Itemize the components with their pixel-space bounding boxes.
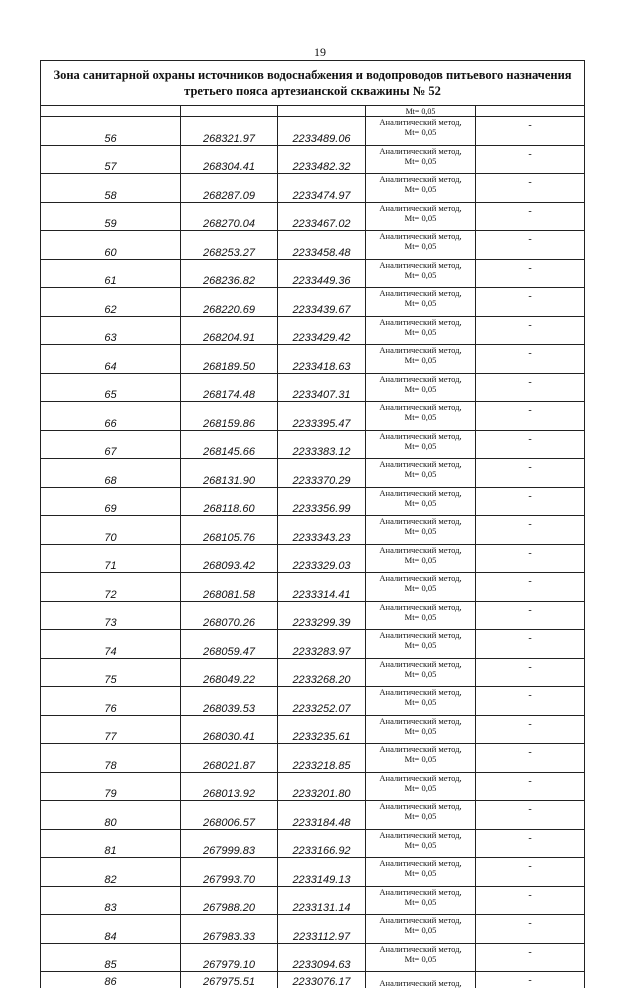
x-coordinate-cell: 268174.48	[181, 373, 278, 402]
dash-mark-cell: -	[476, 145, 585, 174]
method-accuracy: Mt= 0,05	[366, 526, 475, 536]
method-accuracy: Mt= 0,05	[366, 327, 475, 337]
method-accuracy: Mt= 0,05	[366, 384, 475, 394]
table-row	[41, 145, 585, 174]
dash-mark-cell: -	[476, 345, 585, 374]
table-row	[41, 573, 585, 602]
point-number-cell: 84	[41, 915, 181, 944]
method-accuracy: Mt= 0,05	[366, 355, 475, 365]
x-coordinate-cell: 268220.69	[181, 288, 278, 317]
method-name: Аналитический метод,	[379, 402, 461, 412]
point-number-cell: 58	[41, 174, 181, 203]
method-cell	[366, 145, 476, 174]
method-cell	[366, 915, 476, 944]
y-coordinate-cell: 2233383.12	[278, 430, 366, 459]
table-row	[41, 174, 585, 203]
point-number-cell: 69	[41, 487, 181, 516]
method-name: Аналитический метод,	[379, 944, 461, 954]
y-coordinate-cell: 2233235.61	[278, 715, 366, 744]
method-name: Аналитический метод,	[379, 345, 461, 355]
y-coordinate-cell: 2233449.36	[278, 259, 366, 288]
dash-mark-cell: -	[476, 544, 585, 573]
method-name: Аналитический метод,	[379, 231, 461, 241]
point-number-cell: 77	[41, 715, 181, 744]
method-cell	[366, 117, 476, 146]
table-row	[41, 117, 585, 146]
x-coordinate-cell: 268159.86	[181, 402, 278, 431]
method-accuracy: Mt= 0,05	[366, 811, 475, 821]
y-coordinate-cell: 2233343.23	[278, 516, 366, 545]
title-line-1: Зона санитарной охраны источников водоснабжения и водопроводов питьевого назначения	[53, 68, 571, 82]
method-name: Аналитический метод,	[379, 915, 461, 925]
method-cell	[366, 829, 476, 858]
point-number-cell: 76	[41, 687, 181, 716]
x-coordinate-cell: 268321.97	[181, 117, 278, 146]
table-row	[41, 744, 585, 773]
method-name: Аналитический метод,	[379, 630, 461, 640]
x-coordinate-cell: 268059.47	[181, 630, 278, 659]
method-accuracy: Mt= 0,05	[366, 897, 475, 907]
method-name: Аналитический метод,	[379, 602, 461, 612]
dash-mark-cell: -	[476, 231, 585, 260]
x-coordinate-cell: 268030.41	[181, 715, 278, 744]
table-row	[41, 915, 585, 944]
x-coordinate-cell: 268081.58	[181, 573, 278, 602]
y-coordinate-cell: 2233314.41	[278, 573, 366, 602]
method-accuracy: Mt= 0,05	[366, 640, 475, 650]
method-cell	[366, 715, 476, 744]
method-accuracy: Mt= 0,05	[366, 754, 475, 764]
table-row	[41, 886, 585, 915]
method-cell	[366, 687, 476, 716]
x-coordinate-cell: 268236.82	[181, 259, 278, 288]
table-row	[41, 202, 585, 231]
dash-mark-cell: -	[476, 373, 585, 402]
dash-mark-cell: -	[476, 316, 585, 345]
method-name: Аналитический метод,	[379, 288, 461, 298]
point-number-cell: 80	[41, 801, 181, 830]
x-coordinate-cell: 268189.50	[181, 345, 278, 374]
table-row	[41, 801, 585, 830]
table-row	[41, 231, 585, 260]
table-row	[41, 858, 585, 887]
method-accuracy: Mt= 0,05	[366, 127, 475, 137]
point-number-cell: 86	[41, 972, 181, 988]
method-accuracy: Mt= 0,05	[366, 498, 475, 508]
y-coordinate-cell: 2233252.07	[278, 687, 366, 716]
method-accuracy: Mt= 0,05	[366, 783, 475, 793]
x-coordinate-cell: 268093.42	[181, 544, 278, 573]
dash-mark-cell: -	[476, 658, 585, 687]
y-coordinate-cell: 2233268.20	[278, 658, 366, 687]
dash-mark-cell: -	[476, 829, 585, 858]
method-cell	[366, 402, 476, 431]
method-cell	[366, 544, 476, 573]
method-accuracy: Mt= 0,05	[366, 840, 475, 850]
table-row	[41, 459, 585, 488]
cont-mark-cell	[476, 106, 585, 117]
y-coordinate-cell: 2233329.03	[278, 544, 366, 573]
dash-mark-cell: -	[476, 886, 585, 915]
point-number-cell: 85	[41, 943, 181, 972]
table-row	[41, 715, 585, 744]
table-row	[41, 345, 585, 374]
method-cell	[366, 601, 476, 630]
point-number-cell: 59	[41, 202, 181, 231]
point-number-cell: 72	[41, 573, 181, 602]
point-number-cell: 67	[41, 430, 181, 459]
dash-mark-cell: -	[476, 459, 585, 488]
method-accuracy: Mt= 0,05	[366, 469, 475, 479]
dash-mark-cell: -	[476, 516, 585, 545]
table-row	[41, 972, 585, 988]
method-cell	[366, 316, 476, 345]
method-cell	[366, 231, 476, 260]
y-coordinate-cell: 2233395.47	[278, 402, 366, 431]
x-coordinate-cell: 268204.91	[181, 316, 278, 345]
x-coordinate-cell: 268039.53	[181, 687, 278, 716]
point-number-cell: 83	[41, 886, 181, 915]
table-row	[41, 430, 585, 459]
table-row	[41, 402, 585, 431]
table-row	[41, 630, 585, 659]
method-cell	[366, 202, 476, 231]
method-name: Аналитический метод,	[379, 773, 461, 783]
method-cell	[366, 630, 476, 659]
method-name: Аналитический метод,	[379, 830, 461, 840]
y-coordinate-cell: 2233094.63	[278, 943, 366, 972]
method-name: Аналитический метод,	[379, 488, 461, 498]
dash-mark-cell: -	[476, 772, 585, 801]
table-row	[41, 373, 585, 402]
x-coordinate-cell: 268287.09	[181, 174, 278, 203]
point-number-cell: 70	[41, 516, 181, 545]
table-row	[41, 288, 585, 317]
point-number-cell: 82	[41, 858, 181, 887]
method-accuracy: Mt= 0,05	[366, 555, 475, 565]
x-coordinate-cell: 267975.51	[181, 972, 278, 988]
y-coordinate-cell: 2233218.85	[278, 744, 366, 773]
dash-mark-cell: -	[476, 943, 585, 972]
method-cell	[366, 886, 476, 915]
x-coordinate-cell: 268253.27	[181, 231, 278, 260]
method-name: Аналитический метод,	[379, 887, 461, 897]
dash-mark-cell: -	[476, 288, 585, 317]
dash-mark-cell: -	[476, 801, 585, 830]
dash-mark-cell: -	[476, 402, 585, 431]
method-cell	[366, 573, 476, 602]
method-accuracy: Mt= 0,05	[366, 441, 475, 451]
x-coordinate-cell: 268006.57	[181, 801, 278, 830]
dash-mark-cell: -	[476, 117, 585, 146]
method-cell	[366, 972, 476, 988]
y-coordinate-cell: 2233131.14	[278, 886, 366, 915]
method-name: Аналитический метод,	[379, 117, 461, 127]
dash-mark-cell: -	[476, 487, 585, 516]
method-accuracy: Mt= 0,05	[366, 954, 475, 964]
y-coordinate-cell: 2233482.32	[278, 145, 366, 174]
table-row	[41, 487, 585, 516]
method-name: Аналитический метод,	[379, 260, 461, 270]
method-name: Аналитический метод,	[379, 174, 461, 184]
method-cell	[366, 345, 476, 374]
method-name: Аналитический метод,	[379, 374, 461, 384]
coordinates-table	[40, 60, 585, 988]
y-coordinate-cell: 2233458.48	[278, 231, 366, 260]
x-coordinate-cell: 268021.87	[181, 744, 278, 773]
x-coordinate-cell: 268013.92	[181, 772, 278, 801]
y-coordinate-cell: 2233429.42	[278, 316, 366, 345]
point-number-cell: 60	[41, 231, 181, 260]
point-number-cell: 81	[41, 829, 181, 858]
method-cell	[366, 858, 476, 887]
x-coordinate-cell: 267993.70	[181, 858, 278, 887]
x-coordinate-cell: 268118.60	[181, 487, 278, 516]
point-number-cell: 71	[41, 544, 181, 573]
method-name: Аналитический метод,	[379, 858, 461, 868]
method-cell	[366, 487, 476, 516]
table-title	[41, 61, 585, 106]
x-coordinate-cell: 267999.83	[181, 829, 278, 858]
x-coordinate-cell: 268131.90	[181, 459, 278, 488]
table-row	[41, 658, 585, 687]
method-cell	[366, 459, 476, 488]
method-cell	[366, 430, 476, 459]
page-number: 19	[0, 45, 640, 60]
method-name: Аналитический метод,	[379, 431, 461, 441]
y-coordinate-cell: 2233439.67	[278, 288, 366, 317]
point-number-cell: 74	[41, 630, 181, 659]
x-coordinate-cell: 268105.76	[181, 516, 278, 545]
continuation-row	[41, 106, 585, 117]
dash-mark-cell: -	[476, 430, 585, 459]
dash-mark-cell: -	[476, 744, 585, 773]
dash-mark-cell: -	[476, 715, 585, 744]
x-coordinate-cell: 268070.26	[181, 601, 278, 630]
method-name: Аналитический метод,	[379, 459, 461, 469]
table-title-row	[41, 61, 585, 106]
table-row	[41, 544, 585, 573]
y-coordinate-cell: 2233201.80	[278, 772, 366, 801]
point-number-cell: 73	[41, 601, 181, 630]
y-coordinate-cell: 2233076.17	[278, 972, 366, 988]
method-cell	[366, 373, 476, 402]
point-number-cell: 65	[41, 373, 181, 402]
dash-mark-cell: -	[476, 687, 585, 716]
y-coordinate-cell: 2233112.97	[278, 915, 366, 944]
point-number-cell: 61	[41, 259, 181, 288]
method-accuracy: Mt= 0,05	[366, 925, 475, 935]
method-accuracy: Mt= 0,05	[366, 669, 475, 679]
y-coordinate-cell: 2233474.97	[278, 174, 366, 203]
method-name: Аналитический метод,	[379, 978, 461, 988]
point-number-cell: 78	[41, 744, 181, 773]
table-row	[41, 829, 585, 858]
method-accuracy: Mt= 0,05	[366, 412, 475, 422]
method-name: Аналитический метод,	[379, 317, 461, 327]
y-coordinate-cell: 2233149.13	[278, 858, 366, 887]
method-cell	[366, 174, 476, 203]
y-coordinate-cell: 2233467.02	[278, 202, 366, 231]
method-name: Аналитический метод,	[379, 801, 461, 811]
method-accuracy: Mt= 0,05	[366, 726, 475, 736]
table-row	[41, 687, 585, 716]
method-name: Аналитический метод,	[379, 716, 461, 726]
method-accuracy: Mt= 0,05	[366, 241, 475, 251]
y-coordinate-cell: 2233283.97	[278, 630, 366, 659]
cont-y-cell	[278, 106, 366, 117]
method-accuracy: Mt= 0,05	[366, 184, 475, 194]
table-row	[41, 601, 585, 630]
table-row	[41, 259, 585, 288]
x-coordinate-cell: 268049.22	[181, 658, 278, 687]
method-accuracy: Mt= 0,05	[366, 583, 475, 593]
method-name: Аналитический метод,	[379, 545, 461, 555]
x-coordinate-cell: 267988.20	[181, 886, 278, 915]
method-accuracy: Mt= 0,05	[366, 270, 475, 280]
method-cell	[366, 288, 476, 317]
method-accuracy: Mt= 0,05	[366, 868, 475, 878]
point-number-cell: 79	[41, 772, 181, 801]
method-name: Аналитический метод,	[379, 146, 461, 156]
dash-mark-cell: -	[476, 601, 585, 630]
cont-method-cell: Mt= 0,05	[366, 106, 476, 117]
method-accuracy: Mt= 0,05	[366, 612, 475, 622]
y-coordinate-cell: 2233166.92	[278, 829, 366, 858]
dash-mark-cell: -	[476, 174, 585, 203]
method-accuracy: Mt= 0,05	[366, 298, 475, 308]
y-coordinate-cell: 2233489.06	[278, 117, 366, 146]
method-name: Аналитический метод,	[379, 573, 461, 583]
method-cell	[366, 801, 476, 830]
method-cell	[366, 772, 476, 801]
point-number-cell: 62	[41, 288, 181, 317]
method-name: Аналитический метод,	[379, 687, 461, 697]
method-name: Аналитический метод,	[379, 203, 461, 213]
method-name: Аналитический метод,	[379, 516, 461, 526]
point-number-cell: 75	[41, 658, 181, 687]
y-coordinate-cell: 2233356.99	[278, 487, 366, 516]
point-number-cell: 66	[41, 402, 181, 431]
y-coordinate-cell: 2233418.63	[278, 345, 366, 374]
dash-mark-cell: -	[476, 858, 585, 887]
point-number-cell: 64	[41, 345, 181, 374]
dash-mark-cell: -	[476, 915, 585, 944]
method-name: Аналитический метод,	[379, 659, 461, 669]
dash-mark-cell: -	[476, 972, 585, 988]
title-line-2: третьего пояса артезианской скважины № 52	[184, 84, 441, 98]
table-row	[41, 772, 585, 801]
point-number-cell: 56	[41, 117, 181, 146]
table-row	[41, 316, 585, 345]
x-coordinate-cell: 268270.04	[181, 202, 278, 231]
dash-mark-cell: -	[476, 259, 585, 288]
method-accuracy: Mt= 0,05	[366, 697, 475, 707]
x-coordinate-cell: 267979.10	[181, 943, 278, 972]
point-number-cell: 63	[41, 316, 181, 345]
x-coordinate-cell: 267983.33	[181, 915, 278, 944]
table-row	[41, 516, 585, 545]
y-coordinate-cell: 2233299.39	[278, 601, 366, 630]
y-coordinate-cell: 2233407.31	[278, 373, 366, 402]
method-accuracy: Mt= 0,05	[366, 156, 475, 166]
method-cell	[366, 744, 476, 773]
point-number-cell: 57	[41, 145, 181, 174]
y-coordinate-cell: 2233184.48	[278, 801, 366, 830]
table-row	[41, 943, 585, 972]
method-cell	[366, 516, 476, 545]
dash-mark-cell: -	[476, 573, 585, 602]
method-cell	[366, 658, 476, 687]
cont-num-cell	[41, 106, 181, 117]
method-cell	[366, 259, 476, 288]
x-coordinate-cell: 268145.66	[181, 430, 278, 459]
x-coordinate-cell: 268304.41	[181, 145, 278, 174]
y-coordinate-cell: 2233370.29	[278, 459, 366, 488]
dash-mark-cell: -	[476, 202, 585, 231]
method-accuracy: Mt= 0,05	[366, 213, 475, 223]
point-number-cell: 68	[41, 459, 181, 488]
method-cell	[366, 943, 476, 972]
method-name: Аналитический метод,	[379, 744, 461, 754]
cont-x-cell	[181, 106, 278, 117]
dash-mark-cell: -	[476, 630, 585, 659]
